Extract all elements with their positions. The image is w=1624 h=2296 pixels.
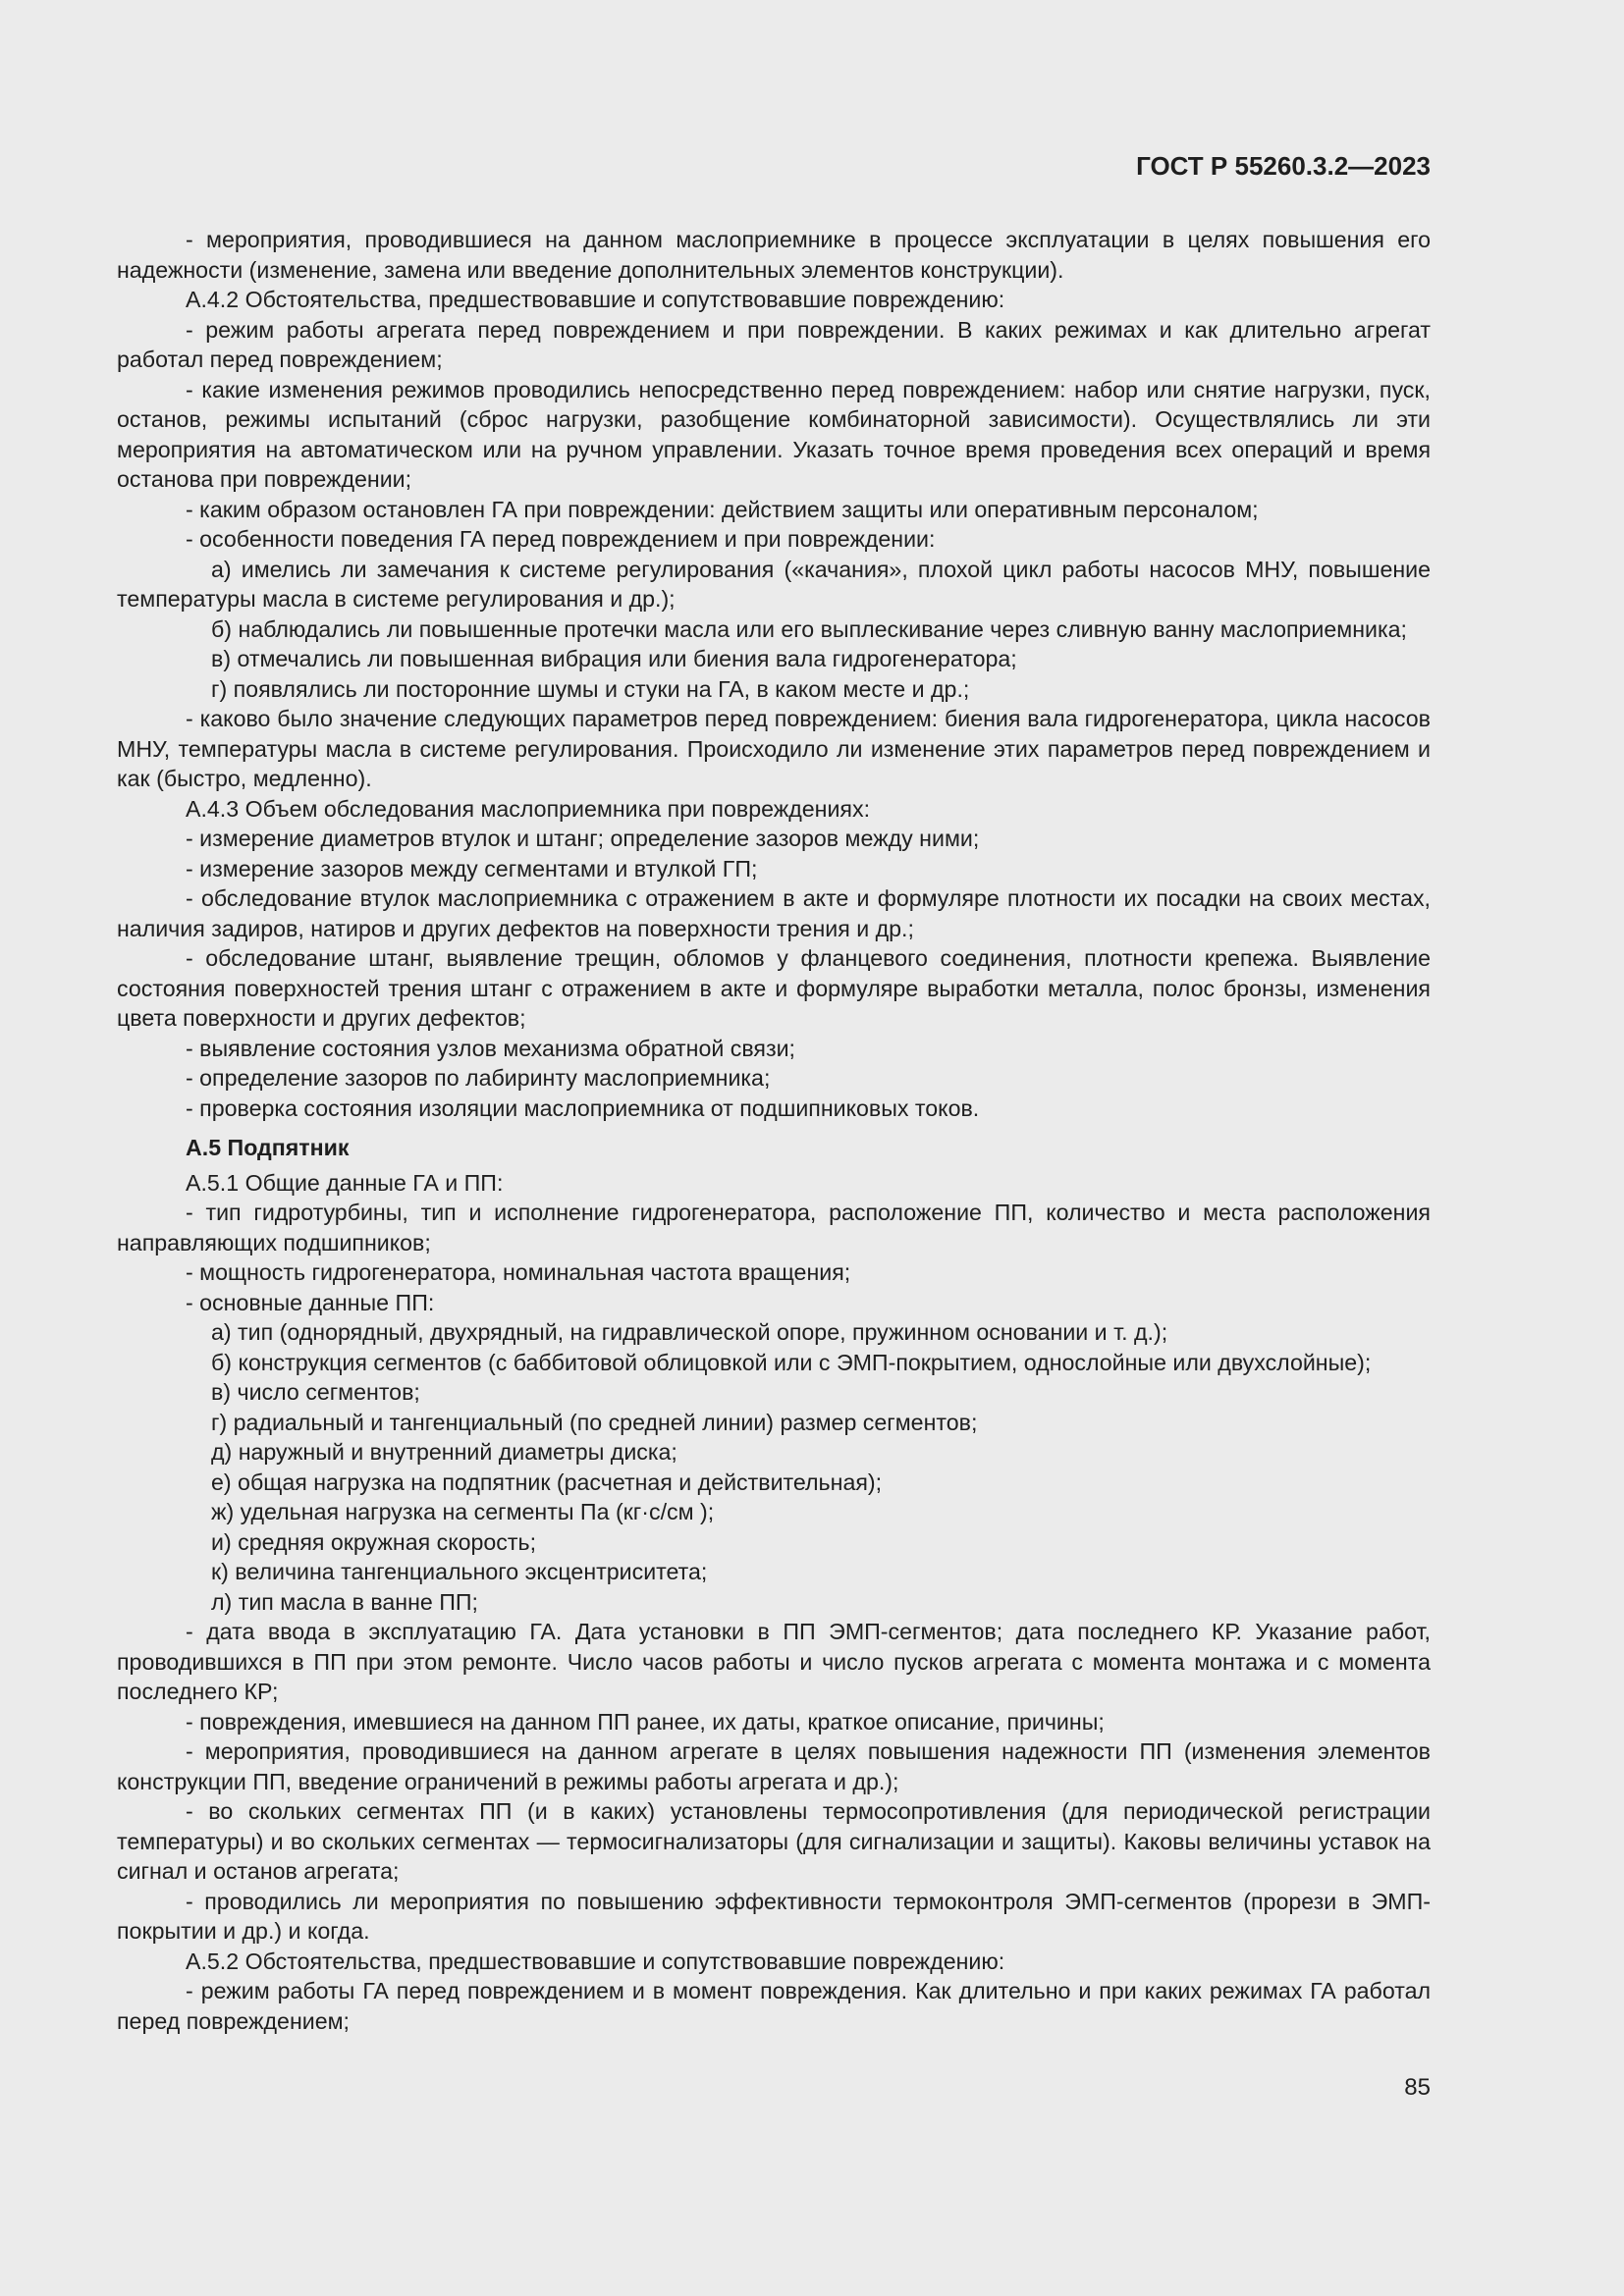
paragraph: - мероприятия, проводившиеся на данном агрегате в целях повышения надежности ПП (изменения элементов конструкции ПП, введение ограничений в режимы работы агрегата и др.); xyxy=(117,1738,1431,1794)
paragraph: - повреждения, имевшиеся на данном ПП ранее, их даты, краткое описание, причины; xyxy=(186,1708,1105,1735)
section-heading: А.5 Подпятник xyxy=(186,1135,350,1160)
paragraph: - каково было значение следующих параметров перед повреждением: биения вала гидрогенератора, цикла насосов МНУ, температуры масла в системе регулирования. Происходило ли изменение этих параметров перед повреждением и как (быстро, медленно). xyxy=(117,706,1431,791)
paragraph: - мощность гидрогенератора, номинальная частота вращения; xyxy=(186,1259,851,1285)
paragraph: А.4.2 Обстоятельства, предшествовавшие и сопутствовавшие повреждению: xyxy=(186,287,1005,312)
paragraph: А.5.2 Обстоятельства, предшествовавшие и сопутствовавшие повреждению: xyxy=(186,1948,1005,1974)
paragraph: - тип гидротурбины, тип и исполнение гидрогенератора, расположение ПП, количество и места расположения направляющих подшипников; xyxy=(117,1200,1431,1255)
paragraph: - режим работы ГА перед повреждением и в момент повреждения. Как длительно и при каких режимах ГА работал перед повреждением; xyxy=(117,1978,1431,2034)
paragraph: - обследование втулок маслоприемника с отражением в акте и формуляре плотности их посадки на своих местах, наличия задиров, натиров и других дефектов на поверхности трения и др.; xyxy=(117,885,1431,941)
paragraph: А.4.3 Объем обследования маслоприемника при повреждениях: xyxy=(186,795,871,822)
list-item: е) общая нагрузка на подпятник (расчетная и действительная); xyxy=(211,1468,883,1495)
list-item: а) тип (однорядный, двухрядный, на гидравлической опоре, пружинном основании и т. д.); xyxy=(211,1319,1168,1345)
paragraph: А.5.1 Общие данные ГА и ПП: xyxy=(186,1169,504,1196)
list-item: л) тип масла в ванне ПП; xyxy=(211,1588,479,1615)
paragraph: - какие изменения режимов проводились непосредственно перед повреждением: набор или снятие нагрузки, пуск, останов, режимы испытаний (сброс нагрузки, разобщение комбинаторной зависимости). Осуществлялись ли эти мероприятия на автоматическом или на ручном управлении. Указать точное время проведения всех операций и время останова при повреждении; xyxy=(117,376,1431,492)
list-item: г) радиальный и тангенциальный (по средней линии) размер сегментов; xyxy=(211,1409,978,1435)
paragraph: - измерение зазоров между сегментами и втулкой ГП; xyxy=(186,855,758,881)
paragraph: - выявление состояния узлов механизма обратной связи; xyxy=(186,1035,795,1061)
paragraph: - обследование штанг, выявление трещин, обломов у фланцевого соединения, плотности крепежа. Выявление состояния поверхностей трения штанг с отражением в акте и формуляре выработки металла, полос бронзы, изменения цвета поверхности и других дефектов; xyxy=(117,945,1431,1031)
list-item: и) средняя окружная скорость; xyxy=(211,1528,537,1555)
paragraph: - проверка состояния изоляции маслоприемника от подшипниковых токов. xyxy=(186,1095,980,1121)
paragraph: - режим работы агрегата перед повреждением и при повреждении. В каких режимах и как длительно агрегат работал перед повреждением; xyxy=(117,316,1431,372)
paragraph: - во скольких сегментах ПП (и в каких) установлены термосопротивления (для периодической регистрации температуры) и во скольких сегментах — термосигнализаторы (для сигнализации и защиты). Каковы величины уставок на сигнал и останов агрегата; xyxy=(117,1798,1431,1884)
list-item: ж) удельная нагрузка на сегменты Па (кг·с/см ); xyxy=(211,1499,715,1524)
list-item: к) величина тангенциального эксцентриситета; xyxy=(211,1559,708,1584)
page-number: 85 xyxy=(1404,2074,1431,2101)
paragraph: - определение зазоров по лабиринту маслоприемника; xyxy=(186,1065,771,1091)
document-code-header: ГОСТ Р 55260.3.2—2023 xyxy=(1136,151,1431,181)
document-body xyxy=(117,225,1431,2036)
sub-item: г) появлялись ли посторонние шумы и стуки на ГА, в каком месте и др.; xyxy=(211,675,970,702)
paragraph: - проводились ли мероприятия по повышению эффективности термоконтроля ЭМП-сегментов (прорези в ЭМП-покрытии и др.) и когда. xyxy=(117,1888,1431,1944)
paragraph: - особенности поведения ГА перед повреждением и при повреждении: xyxy=(186,526,936,552)
list-item: б) конструкция сегментов (с баббитовой облицовкой или с ЭМП-покрытием, однослойные или двухслойные); xyxy=(211,1349,1372,1375)
paragraph: - основные данные ПП: xyxy=(186,1289,435,1315)
list-item: д) наружный и внутренний диаметры диска; xyxy=(211,1439,677,1465)
paragraph: - измерение диаметров втулок и штанг; определение зазоров между ними; xyxy=(186,826,980,851)
paragraph: - мероприятия, проводившиеся на данном маслоприемнике в процессе эксплуатации в целях повышения его надежности (изменение, замена или введение дополнительных элементов конструкции). xyxy=(117,227,1431,283)
paragraph: - дата ввода в эксплуатацию ГА. Дата установки в ПП ЭМП-сегментов; дата последнего КР. Указание работ, проводившихся в ПП при этом ремонте. Число часов работы и число пусков агрегата с момента монтажа и с момента последнего КР; xyxy=(117,1619,1431,1704)
sub-item: в) отмечались ли повышенная вибрация или биения вала гидрогенератора; xyxy=(211,646,1017,671)
paragraph: - каким образом остановлен ГА при повреждении: действием защиты или оперативным персоналом; xyxy=(186,496,1259,522)
list-item: в) число сегментов; xyxy=(211,1379,420,1405)
sub-item: б) наблюдались ли повышенные протечки масла или его выплескивание через сливную ванну маслоприемника; xyxy=(211,615,1407,642)
sub-item: а) имелись ли замечания к системе регулирования («качания», плохой цикл работы насосов МНУ, повышение температуры масла в системе регулирования и др.); xyxy=(117,556,1431,612)
